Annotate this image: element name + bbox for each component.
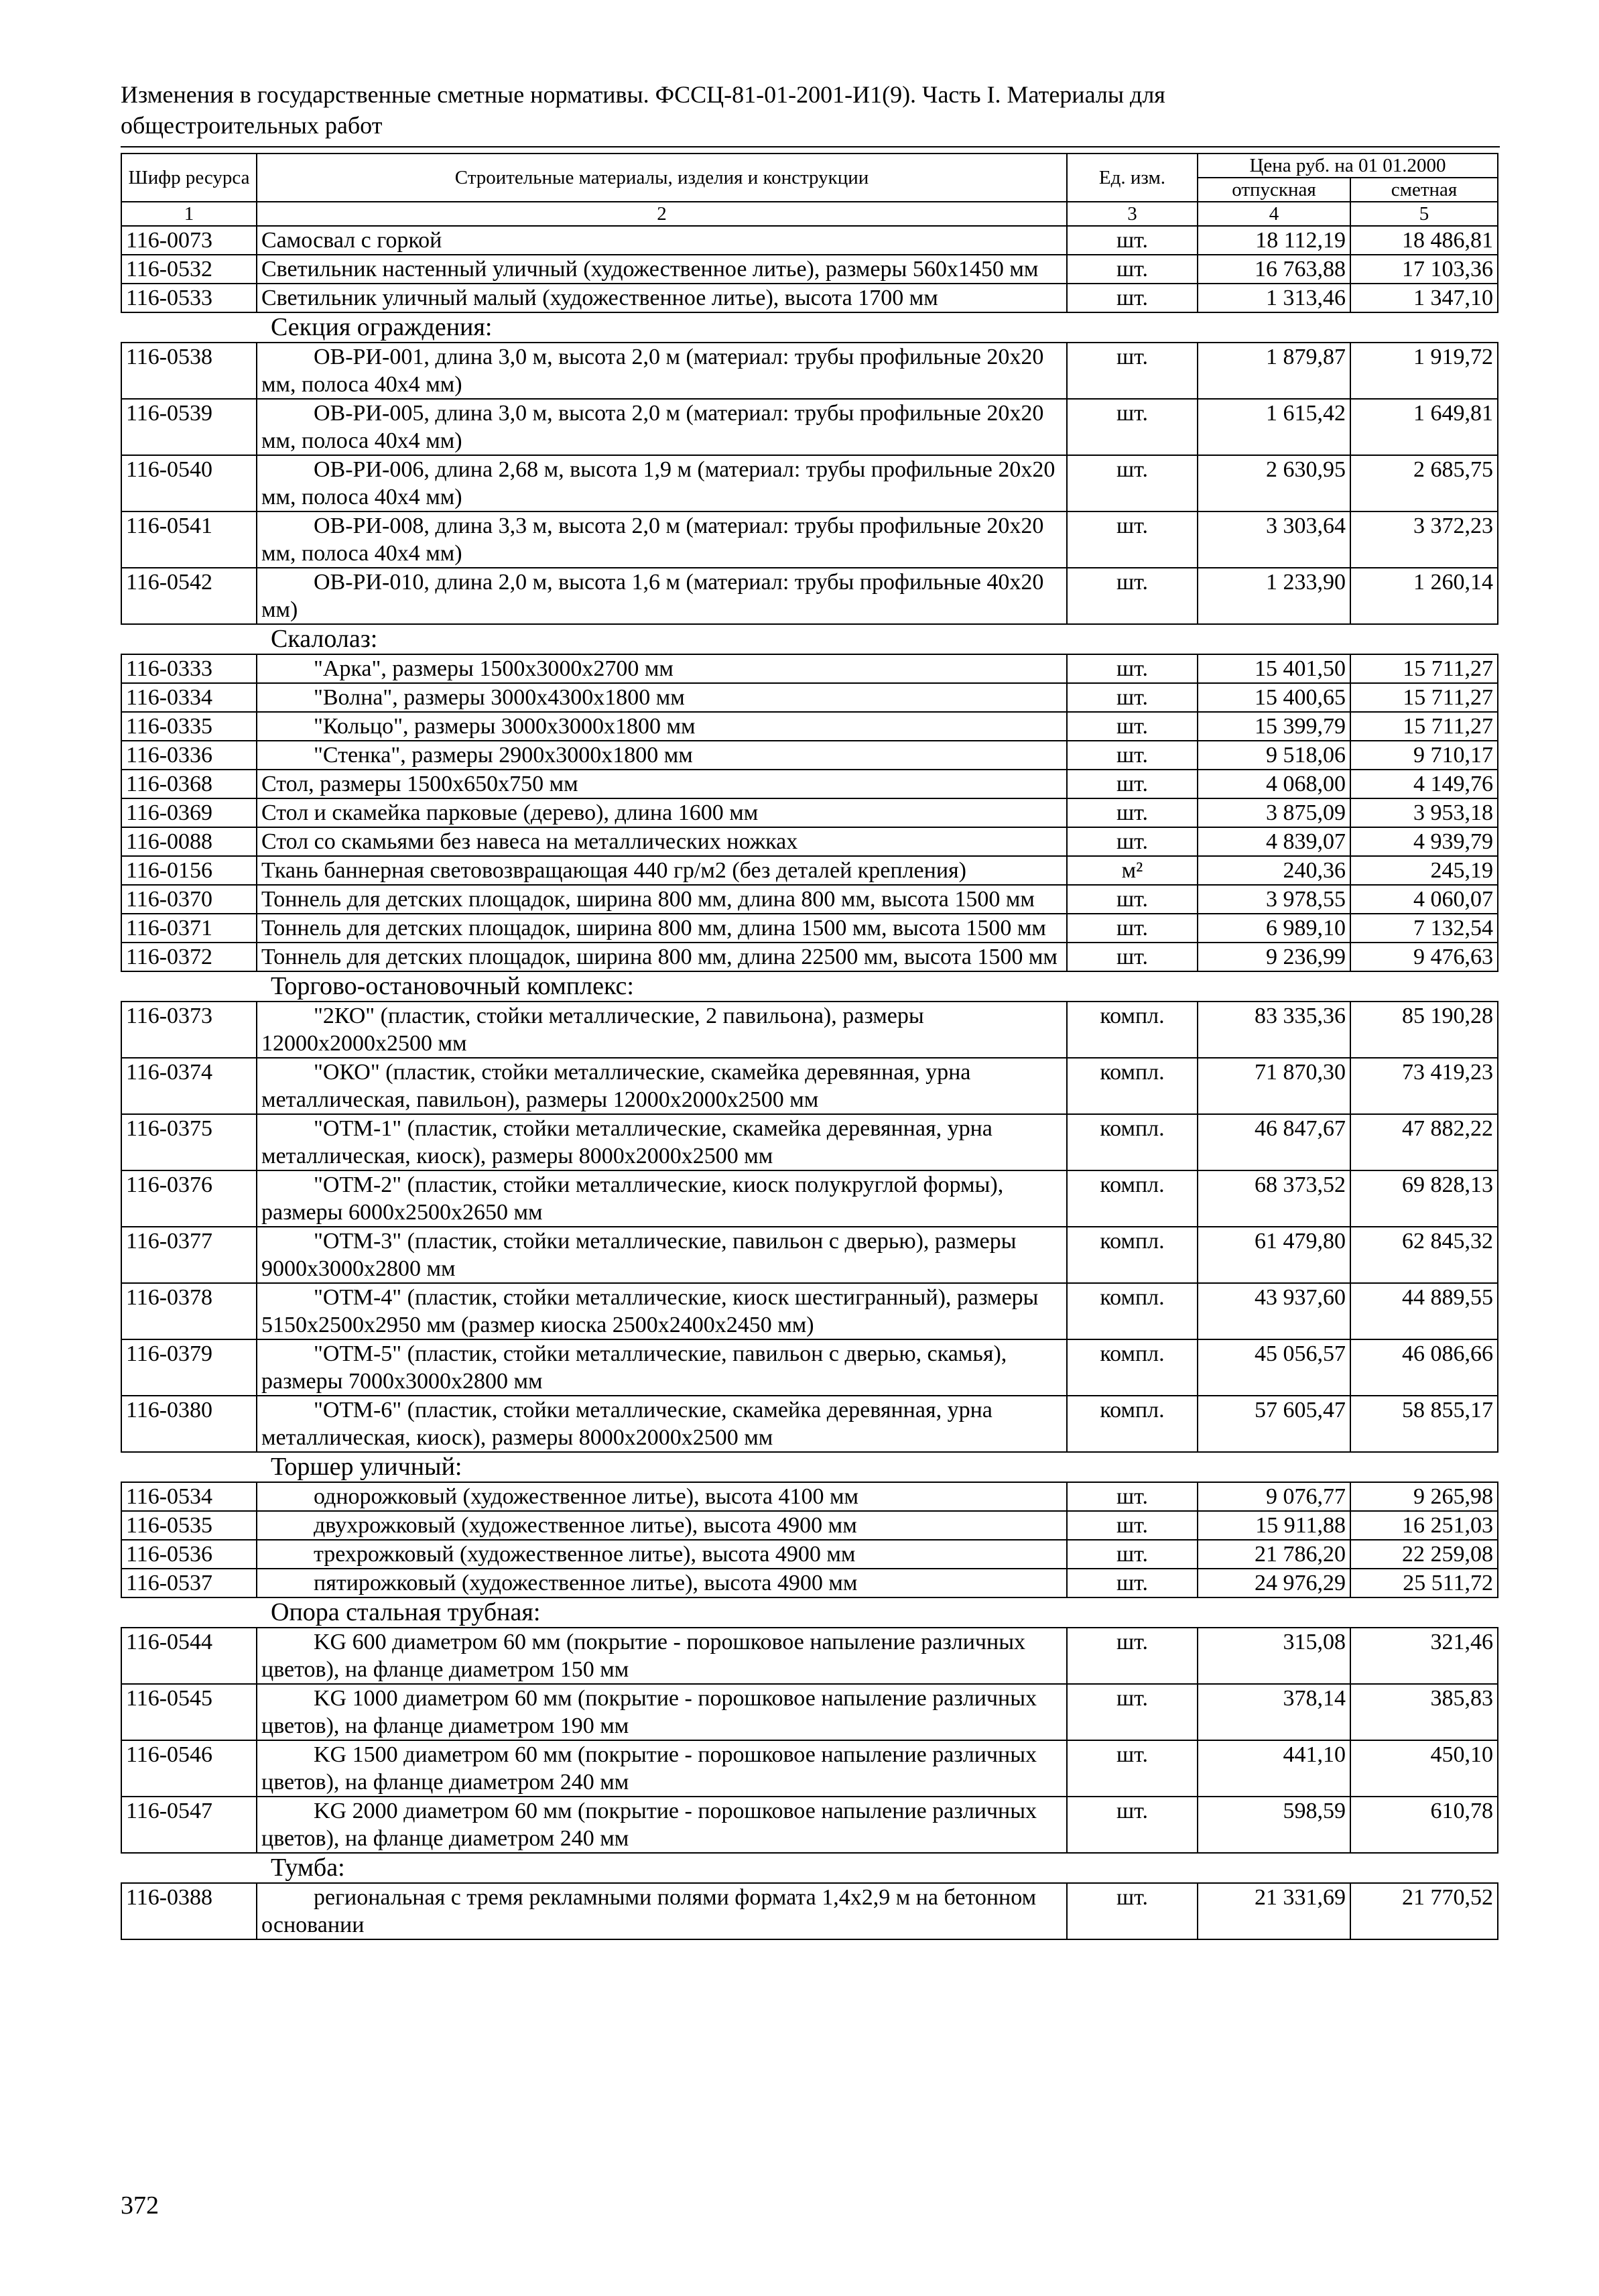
resource-code: 116-0368 xyxy=(121,770,257,798)
price-estimate: 25 511,72 xyxy=(1350,1569,1498,1597)
resource-code: 116-0542 xyxy=(121,568,257,624)
material-name: ОВ-РИ-005, длина 3,0 м, высота 2,0 м (материал: трубы профильные 20х20 мм, полоса 40х4 мм) xyxy=(257,399,1067,455)
price-estimate: 16 251,03 xyxy=(1350,1511,1498,1540)
resource-code: 116-0334 xyxy=(121,683,257,712)
material-name: KG 600 диаметром 60 мм (покрытие - порошковое напыление различных цветов), на фланце диаметром 150 мм xyxy=(257,1628,1067,1684)
price-release: 240,36 xyxy=(1198,856,1350,885)
unit-of-measure: шт. xyxy=(1067,511,1198,568)
price-estimate: 44 889,55 xyxy=(1350,1283,1498,1339)
section-heading: Тумба: xyxy=(121,1853,1498,1883)
unit-of-measure: шт. xyxy=(1067,455,1198,511)
unit-of-measure: шт. xyxy=(1067,568,1198,624)
material-name: "ОКО" (пластик, стойки металлические, скамейка деревянная, урна металлическая, павильон), размеры 12000х2000х2500 мм xyxy=(257,1058,1067,1114)
column-number: 4 xyxy=(1198,202,1350,226)
table-row xyxy=(121,683,1498,712)
table-row xyxy=(121,914,1498,943)
table-row xyxy=(121,568,1498,624)
price-estimate: 9 265,98 xyxy=(1350,1482,1498,1511)
unit-of-measure: компл. xyxy=(1067,1339,1198,1396)
material-name: "Кольцо", размеры 3000х3000х1800 мм xyxy=(257,712,1067,741)
unit-of-measure: шт. xyxy=(1067,284,1198,312)
material-name: ОВ-РИ-008, длина 3,3 м, высота 2,0 м (материал: трубы профильные 20х20 мм, полоса 40х4 мм) xyxy=(257,511,1067,568)
price-release: 1 313,46 xyxy=(1198,284,1350,312)
col-header-code: Шифр ресурса xyxy=(121,154,257,202)
unit-of-measure: шт. xyxy=(1067,741,1198,770)
price-estimate: 7 132,54 xyxy=(1350,914,1498,943)
table-row xyxy=(121,1170,1498,1227)
unit-of-measure: компл. xyxy=(1067,1002,1198,1058)
resource-code: 116-0532 xyxy=(121,255,257,284)
resource-code: 116-0336 xyxy=(121,741,257,770)
price-release: 16 763,88 xyxy=(1198,255,1350,284)
material-name: Стол со скамьями без навеса на металлических ножках xyxy=(257,827,1067,856)
section-heading-row xyxy=(121,971,1498,1002)
table-row xyxy=(121,1396,1498,1452)
unit-of-measure: компл. xyxy=(1067,1227,1198,1283)
table-row xyxy=(121,1339,1498,1396)
unit-of-measure: шт. xyxy=(1067,827,1198,856)
unit-of-measure: шт. xyxy=(1067,770,1198,798)
price-estimate: 15 711,27 xyxy=(1350,654,1498,683)
section-heading-row xyxy=(121,624,1498,654)
table-row xyxy=(121,712,1498,741)
table-row xyxy=(121,1628,1498,1684)
page-number: 372 xyxy=(121,2191,159,2220)
price-release: 3 875,09 xyxy=(1198,798,1350,827)
section-heading: Скалолаз: xyxy=(121,624,1498,654)
table-row xyxy=(121,885,1498,914)
material-name: KG 2000 диаметром 60 мм (покрытие - порошковое напыление различных цветов), на фланце диаметром 240 мм xyxy=(257,1797,1067,1853)
section-heading-row xyxy=(121,1452,1498,1482)
section-heading-row xyxy=(121,312,1498,343)
resource-code: 116-0533 xyxy=(121,284,257,312)
resource-code: 116-0073 xyxy=(121,226,257,255)
table-body xyxy=(121,226,1498,1939)
price-estimate: 610,78 xyxy=(1350,1797,1498,1853)
table-row xyxy=(121,343,1498,399)
unit-of-measure: шт. xyxy=(1067,712,1198,741)
column-number: 1 xyxy=(121,202,257,226)
resource-code: 116-0373 xyxy=(121,1002,257,1058)
material-name: Самосвал с горкой xyxy=(257,226,1067,255)
price-estimate: 69 828,13 xyxy=(1350,1170,1498,1227)
resource-code: 116-0535 xyxy=(121,1511,257,1540)
resource-code: 116-0379 xyxy=(121,1339,257,1396)
price-estimate: 2 685,75 xyxy=(1350,455,1498,511)
table-row xyxy=(121,1740,1498,1797)
price-estimate: 385,83 xyxy=(1350,1684,1498,1740)
resource-code: 116-0546 xyxy=(121,1740,257,1797)
material-name: "ОТМ-5" (пластик, стойки металлические, павильон с дверью, скамья), размеры 7000х3000х2800 мм xyxy=(257,1339,1067,1396)
material-name: Тоннель для детских площадок, ширина 800 мм, длина 800 мм, высота 1500 мм xyxy=(257,885,1067,914)
resource-code: 116-0545 xyxy=(121,1684,257,1740)
material-name: Стол, размеры 1500х650х750 мм xyxy=(257,770,1067,798)
unit-of-measure: шт. xyxy=(1067,1797,1198,1853)
price-release: 15 911,88 xyxy=(1198,1511,1350,1540)
col-header-unit: Ед. изм. xyxy=(1067,154,1198,202)
material-name: Тоннель для детских площадок, ширина 800 мм, длина 1500 мм, высота 1500 мм xyxy=(257,914,1067,943)
table-row xyxy=(121,255,1498,284)
price-release: 2 630,95 xyxy=(1198,455,1350,511)
price-estimate: 62 845,32 xyxy=(1350,1227,1498,1283)
table-head-row-1 xyxy=(121,154,1498,178)
price-estimate: 73 419,23 xyxy=(1350,1058,1498,1114)
price-estimate: 15 711,27 xyxy=(1350,712,1498,741)
unit-of-measure: шт. xyxy=(1067,654,1198,683)
price-estimate: 18 486,81 xyxy=(1350,226,1498,255)
unit-of-measure: шт. xyxy=(1067,399,1198,455)
column-number: 2 xyxy=(257,202,1067,226)
price-estimate: 17 103,36 xyxy=(1350,255,1498,284)
unit-of-measure: шт. xyxy=(1067,943,1198,971)
material-name: KG 1000 диаметром 60 мм (покрытие - порошковое напыление различных цветов), на фланце диаметром 190 мм xyxy=(257,1684,1067,1740)
table-row xyxy=(121,654,1498,683)
table-row xyxy=(121,827,1498,856)
price-estimate: 9 476,63 xyxy=(1350,943,1498,971)
material-name: "ОТМ-6" (пластик, стойки металлические, скамейка деревянная, урна металлическая, киоск), размеры 8000х2000х2500 мм xyxy=(257,1396,1067,1452)
unit-of-measure: компл. xyxy=(1067,1170,1198,1227)
col-header-name: Строительные материалы, изделия и конструкции xyxy=(257,154,1067,202)
section-heading: Опора стальная трубная: xyxy=(121,1597,1498,1628)
price-estimate: 1 919,72 xyxy=(1350,343,1498,399)
unit-of-measure: шт. xyxy=(1067,343,1198,399)
resource-code: 116-0369 xyxy=(121,798,257,827)
price-table xyxy=(121,153,1498,1940)
unit-of-measure: шт. xyxy=(1067,914,1198,943)
resource-code: 116-0537 xyxy=(121,1569,257,1597)
resource-code: 116-0376 xyxy=(121,1170,257,1227)
unit-of-measure: шт. xyxy=(1067,1628,1198,1684)
col-header-price-estimate: сметная xyxy=(1350,178,1498,202)
unit-of-measure: шт. xyxy=(1067,1540,1198,1569)
unit-of-measure: шт. xyxy=(1067,885,1198,914)
material-name: "ОТМ-4" (пластик, стойки металлические, киоск шестигранный), размеры 5150х2500х2950 мм (размер киоска 2500х2400х2450 мм) xyxy=(257,1283,1067,1339)
material-name: ОВ-РИ-006, длина 2,68 м, высота 1,9 м (материал: трубы профильные 20х20 мм, полоса 40х4 мм) xyxy=(257,455,1067,511)
resource-code: 116-0156 xyxy=(121,856,257,885)
unit-of-measure: шт. xyxy=(1067,1883,1198,1939)
price-estimate: 1 260,14 xyxy=(1350,568,1498,624)
table-row xyxy=(121,1058,1498,1114)
resource-code: 116-0380 xyxy=(121,1396,257,1452)
price-release: 24 976,29 xyxy=(1198,1569,1350,1597)
price-estimate: 3 953,18 xyxy=(1350,798,1498,827)
price-release: 15 401,50 xyxy=(1198,654,1350,683)
resource-code: 116-0374 xyxy=(121,1058,257,1114)
material-name: "ОТМ-1" (пластик, стойки металлические, скамейка деревянная, урна металлическая, киоск), размеры 8000х2000х2500 мм xyxy=(257,1114,1067,1170)
table-row xyxy=(121,1797,1498,1853)
material-name: KG 1500 диаметром 60 мм (покрытие - порошковое напыление различных цветов), на фланце диаметром 240 мм xyxy=(257,1740,1067,1797)
price-release: 315,08 xyxy=(1198,1628,1350,1684)
price-release: 9 076,77 xyxy=(1198,1482,1350,1511)
material-name: региональная с тремя рекламными полями формата 1,4х2,9 м на бетонном основании xyxy=(257,1883,1067,1939)
unit-of-measure: м² xyxy=(1067,856,1198,885)
table-row xyxy=(121,399,1498,455)
header-title-line-1: Изменения в государственные сметные нормативы. ФССЦ-81-01-2001-И1(9). Часть I. Материалы для xyxy=(121,81,1165,108)
header-title-line-2: общестроительных работ xyxy=(121,112,383,139)
resource-code: 116-0538 xyxy=(121,343,257,399)
price-estimate: 321,46 xyxy=(1350,1628,1498,1684)
material-name: "ОТМ-3" (пластик, стойки металлические, павильон с дверью), размеры 9000х3000х2800 мм xyxy=(257,1227,1067,1283)
price-estimate: 58 855,17 xyxy=(1350,1396,1498,1452)
resource-code: 116-0088 xyxy=(121,827,257,856)
unit-of-measure: шт. xyxy=(1067,798,1198,827)
price-estimate: 47 882,22 xyxy=(1350,1114,1498,1170)
resource-code: 116-0371 xyxy=(121,914,257,943)
price-release: 4 068,00 xyxy=(1198,770,1350,798)
material-name: "ОТМ-2" (пластик, стойки металлические, киоск полукруглой формы), размеры 6000х2500х2650 мм xyxy=(257,1170,1067,1227)
price-estimate: 4 939,79 xyxy=(1350,827,1498,856)
table-row xyxy=(121,455,1498,511)
price-release: 598,59 xyxy=(1198,1797,1350,1853)
price-release: 378,14 xyxy=(1198,1684,1350,1740)
price-estimate: 46 086,66 xyxy=(1350,1339,1498,1396)
material-name: Светильник уличный малый (художественное литье), высота 1700 мм xyxy=(257,284,1067,312)
table-row xyxy=(121,284,1498,312)
col-header-price-release: отпускная xyxy=(1198,178,1350,202)
price-estimate: 85 190,28 xyxy=(1350,1002,1498,1058)
resource-code: 116-0370 xyxy=(121,885,257,914)
price-release: 441,10 xyxy=(1198,1740,1350,1797)
price-release: 3 303,64 xyxy=(1198,511,1350,568)
section-heading-row xyxy=(121,1597,1498,1628)
table-row xyxy=(121,1283,1498,1339)
price-estimate: 1 649,81 xyxy=(1350,399,1498,455)
unit-of-measure: шт. xyxy=(1067,226,1198,255)
price-estimate: 9 710,17 xyxy=(1350,741,1498,770)
table-row xyxy=(121,770,1498,798)
table-row xyxy=(121,1482,1498,1511)
price-estimate: 450,10 xyxy=(1350,1740,1498,1797)
material-name: Ткань баннерная световозвращающая 440 гр/м2 (без деталей крепления) xyxy=(257,856,1067,885)
table-row xyxy=(121,1540,1498,1569)
unit-of-measure: шт. xyxy=(1067,1684,1198,1740)
price-release: 3 978,55 xyxy=(1198,885,1350,914)
table-row xyxy=(121,511,1498,568)
table-row xyxy=(121,1883,1498,1939)
material-name: трехрожковый (художественное литье), высота 4900 мм xyxy=(257,1540,1067,1569)
resource-code: 116-0544 xyxy=(121,1628,257,1684)
price-estimate: 4 149,76 xyxy=(1350,770,1498,798)
resource-code: 116-0372 xyxy=(121,943,257,971)
price-release: 21 331,69 xyxy=(1198,1883,1350,1939)
material-name: "2КО" (пластик, стойки металлические, 2 павильона), размеры 12000х2000х2500 мм xyxy=(257,1002,1067,1058)
unit-of-measure: шт. xyxy=(1067,1511,1198,1540)
page-header xyxy=(121,79,1314,141)
price-release: 61 479,80 xyxy=(1198,1227,1350,1283)
material-name: Светильник настенный уличный (художественное литье), размеры 560х1450 мм xyxy=(257,255,1067,284)
table-row xyxy=(121,1114,1498,1170)
price-release: 57 605,47 xyxy=(1198,1396,1350,1452)
table-row xyxy=(121,741,1498,770)
price-release: 43 937,60 xyxy=(1198,1283,1350,1339)
price-release: 71 870,30 xyxy=(1198,1058,1350,1114)
section-heading-row xyxy=(121,1853,1498,1883)
price-release: 18 112,19 xyxy=(1198,226,1350,255)
unit-of-measure: компл. xyxy=(1067,1396,1198,1452)
resource-code: 116-0375 xyxy=(121,1114,257,1170)
col-header-price-group: Цена руб. на 01 01.2000 xyxy=(1198,154,1498,178)
material-name: ОВ-РИ-010, длина 2,0 м, высота 1,6 м (материал: трубы профильные 40х20 мм) xyxy=(257,568,1067,624)
price-release: 15 399,79 xyxy=(1198,712,1350,741)
material-name: пятирожковый (художественное литье), высота 4900 мм xyxy=(257,1569,1067,1597)
section-heading: Торгово-остановочный комплекс: xyxy=(121,971,1498,1002)
price-release: 1 233,90 xyxy=(1198,568,1350,624)
price-estimate: 22 259,08 xyxy=(1350,1540,1498,1569)
resource-code: 116-0388 xyxy=(121,1883,257,1939)
unit-of-measure: шт. xyxy=(1067,1569,1198,1597)
unit-of-measure: компл. xyxy=(1067,1114,1198,1170)
material-name: Стол и скамейка парковые (дерево), длина 1600 мм xyxy=(257,798,1067,827)
price-release: 21 786,20 xyxy=(1198,1540,1350,1569)
unit-of-measure: компл. xyxy=(1067,1058,1198,1114)
price-estimate: 4 060,07 xyxy=(1350,885,1498,914)
table-row xyxy=(121,1227,1498,1283)
material-name: однорожковый (художественное литье), высота 4100 мм xyxy=(257,1482,1067,1511)
resource-code: 116-0333 xyxy=(121,654,257,683)
section-heading: Секция ограждения: xyxy=(121,312,1498,343)
price-estimate: 1 347,10 xyxy=(1350,284,1498,312)
material-name: двухрожковый (художественное литье), высота 4900 мм xyxy=(257,1511,1067,1540)
price-release: 15 400,65 xyxy=(1198,683,1350,712)
resource-code: 116-0335 xyxy=(121,712,257,741)
section-heading: Торшер уличный: xyxy=(121,1452,1498,1482)
table-row xyxy=(121,1511,1498,1540)
resource-code: 116-0534 xyxy=(121,1482,257,1511)
price-release: 46 847,67 xyxy=(1198,1114,1350,1170)
resource-code: 116-0378 xyxy=(121,1283,257,1339)
resource-code: 116-0541 xyxy=(121,511,257,568)
unit-of-measure: шт. xyxy=(1067,683,1198,712)
price-release: 9 236,99 xyxy=(1198,943,1350,971)
price-estimate: 15 711,27 xyxy=(1350,683,1498,712)
resource-code: 116-0540 xyxy=(121,455,257,511)
table-row xyxy=(121,1569,1498,1597)
unit-of-measure: шт. xyxy=(1067,255,1198,284)
material-name: ОВ-РИ-001, длина 3,0 м, высота 2,0 м (материал: трубы профильные 20х20 мм, полоса 40х4 мм) xyxy=(257,343,1067,399)
price-estimate: 21 770,52 xyxy=(1350,1883,1498,1939)
material-name: "Арка", размеры 1500х3000х2700 мм xyxy=(257,654,1067,683)
table-row xyxy=(121,943,1498,971)
resource-code: 116-0536 xyxy=(121,1540,257,1569)
price-estimate: 245,19 xyxy=(1350,856,1498,885)
column-number: 3 xyxy=(1067,202,1198,226)
price-release: 83 335,36 xyxy=(1198,1002,1350,1058)
price-release: 6 989,10 xyxy=(1198,914,1350,943)
resource-code: 116-0377 xyxy=(121,1227,257,1283)
price-release: 1 879,87 xyxy=(1198,343,1350,399)
price-release: 4 839,07 xyxy=(1198,827,1350,856)
column-number: 5 xyxy=(1350,202,1498,226)
price-estimate: 3 372,23 xyxy=(1350,511,1498,568)
column-number-row xyxy=(121,202,1498,226)
price-release: 68 373,52 xyxy=(1198,1170,1350,1227)
header-rule xyxy=(121,146,1500,147)
table-row xyxy=(121,798,1498,827)
price-release: 9 518,06 xyxy=(1198,741,1350,770)
price-release: 1 615,42 xyxy=(1198,399,1350,455)
table-row xyxy=(121,856,1498,885)
unit-of-measure: компл. xyxy=(1067,1283,1198,1339)
resource-code: 116-0547 xyxy=(121,1797,257,1853)
material-name: Тоннель для детских площадок, ширина 800 мм, длина 22500 мм, высота 1500 мм xyxy=(257,943,1067,971)
table-row xyxy=(121,1002,1498,1058)
table-row xyxy=(121,1684,1498,1740)
resource-code: 116-0539 xyxy=(121,399,257,455)
table-row xyxy=(121,226,1498,255)
unit-of-measure: шт. xyxy=(1067,1482,1198,1511)
material-name: "Волна", размеры 3000х4300х1800 мм xyxy=(257,683,1067,712)
unit-of-measure: шт. xyxy=(1067,1740,1198,1797)
price-release: 45 056,57 xyxy=(1198,1339,1350,1396)
material-name: "Стенка", размеры 2900х3000х1800 мм xyxy=(257,741,1067,770)
